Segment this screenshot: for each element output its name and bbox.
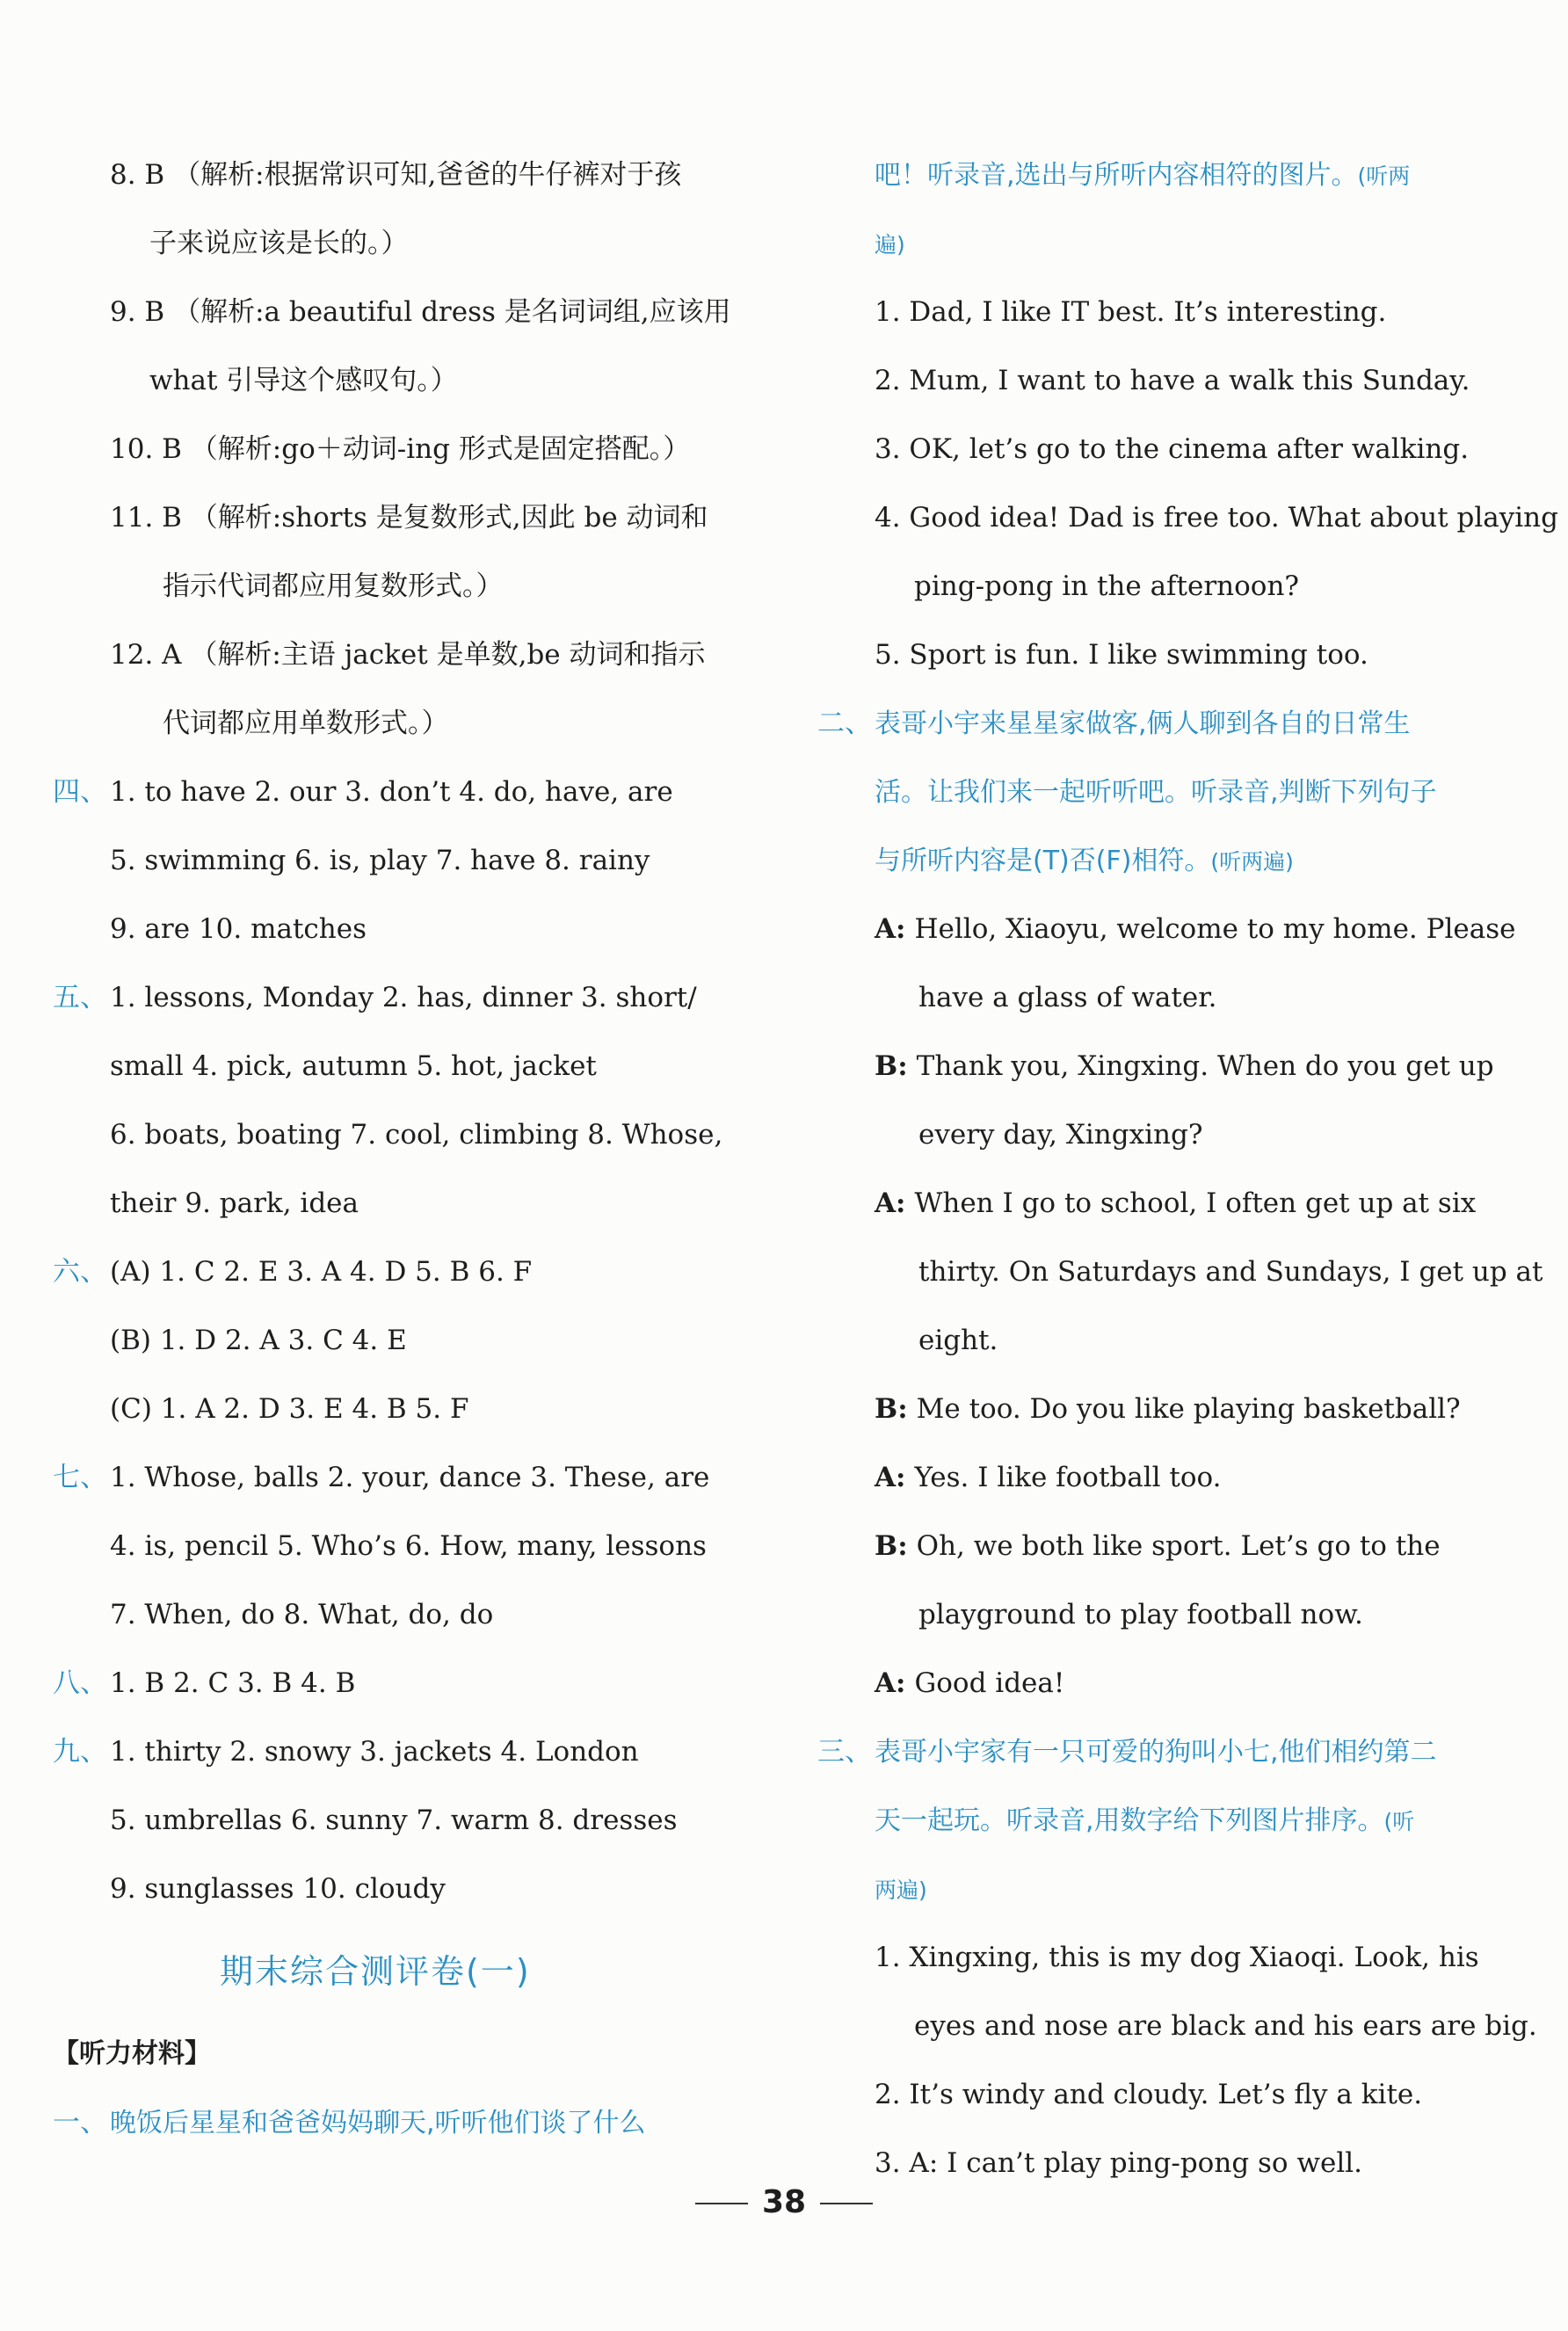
- right-line: [817, 621, 1521, 689]
- section-marker: 二、: [817, 708, 872, 739]
- speaker-label: A:: [875, 1187, 906, 1219]
- left-line: [53, 1443, 756, 1512]
- left-line: [53, 758, 756, 826]
- line-content: [110, 1786, 678, 1855]
- left-column: [53, 141, 756, 2157]
- line-text: Oh, we both like sport. Let’s go to the: [916, 1530, 1441, 1562]
- line-content: [110, 1512, 707, 1580]
- line-content: [110, 1580, 493, 1649]
- speaker-label: A:: [875, 913, 906, 945]
- line-content: [163, 689, 449, 758]
- left-line: [53, 689, 756, 758]
- line-content: [110, 758, 673, 826]
- left-line: [53, 621, 756, 689]
- line-content: [110, 1855, 446, 1923]
- right-line: [817, 415, 1521, 483]
- line-content: [875, 826, 1294, 897]
- speaker-label: A:: [875, 1667, 906, 1699]
- line-text: Yes. I like football too.: [914, 1462, 1222, 1493]
- line-content: [110, 1169, 359, 1238]
- line-content: [110, 1443, 709, 1512]
- right-line: [817, 483, 1558, 552]
- line-content: [875, 483, 1558, 552]
- line-text: 12. A （解析:主语 jacket 是单数,be 动词和指示: [110, 639, 706, 671]
- line-content: [875, 621, 1368, 689]
- line-text: 表哥小宇来星星家做客,俩人聊到各自的日常生: [875, 708, 1411, 739]
- page-number: [0, 2184, 1568, 2220]
- right-line: [817, 826, 1521, 895]
- line-text: 1. thirty 2. snowy 3. jackets 4. London: [110, 1736, 639, 1768]
- right-line: [817, 209, 1521, 278]
- line-content: [875, 2060, 1422, 2129]
- page-number-text: 38: [761, 2184, 807, 2220]
- line-content: [918, 1100, 1202, 1169]
- line-text: 2. Mum, I want to have a walk this Sunday.: [875, 365, 1470, 396]
- line-content: [875, 689, 1411, 759]
- right-line: [817, 1100, 1521, 1169]
- line-content: [110, 621, 706, 689]
- listening-label: 【听力材料】: [53, 2038, 211, 2069]
- left-line: [53, 1580, 756, 1649]
- right-line: [817, 1786, 1521, 1855]
- listen-note: 遍): [875, 232, 905, 258]
- line-text: 吧！听录音,选出与所听内容相符的图片。: [875, 160, 1358, 191]
- listen-note: (听两: [1357, 163, 1411, 189]
- section-marker: 六、: [53, 1256, 107, 1288]
- line-text: have a glass of water.: [918, 982, 1217, 1013]
- right-line: [817, 963, 1521, 1032]
- line-content: [149, 346, 458, 415]
- line-text: 9. B （解析:a beautiful dress 是名词词组,应该用: [110, 296, 731, 328]
- line-text: 1. lessons, Monday 2. has, dinner 3. short/: [110, 982, 697, 1013]
- right-line: [817, 1443, 1521, 1512]
- line-content: [875, 1443, 1222, 1512]
- speaker-label: B:: [875, 1530, 908, 1562]
- line-text: 代词都应用单数形式。）: [163, 708, 449, 739]
- line-text: small 4. pick, autumn 5. hot, jacket: [110, 1050, 597, 1082]
- line-content: [875, 346, 1470, 415]
- right-line: [817, 1580, 1521, 1649]
- line-content: [918, 1238, 1543, 1306]
- line-content: [110, 1306, 407, 1375]
- line-content: [110, 826, 650, 895]
- line-text: 5. Sport is fun. I like swimming too.: [875, 639, 1368, 671]
- line-content: [875, 1855, 927, 1925]
- line-text: 1. Whose, balls 2. your, dance 3. These, are: [110, 1462, 710, 1493]
- line-content: [875, 415, 1469, 483]
- right-line: [817, 1992, 1537, 2060]
- line-text: 天一起玩。听录音,用数字给下列图片排序。: [875, 1805, 1384, 1836]
- line-content: [875, 1786, 1414, 1856]
- line-content: [110, 278, 731, 346]
- listen-note: (听两遍): [1210, 849, 1294, 875]
- line-content: [110, 2088, 646, 2158]
- right-line: [817, 1032, 1521, 1100]
- right-line: [817, 1717, 1521, 1786]
- left-line: [53, 1100, 756, 1169]
- line-content: [110, 895, 367, 963]
- listen-note: (听: [1383, 1809, 1415, 1834]
- line-content: [875, 141, 1410, 211]
- line-content: [875, 758, 1437, 827]
- section-marker: 九、: [53, 1736, 107, 1768]
- line-text: 3. A: I can’t play ping-pong so well.: [875, 2147, 1363, 2179]
- left-line: [53, 1306, 756, 1375]
- right-line: [817, 2060, 1521, 2129]
- left-line: [53, 346, 756, 415]
- line-text: 1. Xingxing, this is my dog Xiaoqi. Look, his: [875, 1942, 1479, 1973]
- line-text: every day, Xingxing?: [918, 1119, 1203, 1151]
- line-content: [918, 963, 1217, 1032]
- right-column: [817, 141, 1558, 2197]
- line-content: [875, 1032, 1494, 1100]
- right-line: [817, 758, 1521, 826]
- line-content: [918, 1306, 998, 1375]
- page-number-dash-left: [695, 2203, 748, 2204]
- line-text: 晚饭后星星和爸爸妈妈聊天,听听他们谈了什么: [110, 2108, 646, 2139]
- line-content: [875, 1512, 1441, 1580]
- section-marker: 一、: [53, 2107, 107, 2139]
- line-text: When I go to school, I often get up at six: [914, 1187, 1477, 1219]
- line-text: what 引导这个感叹句。）: [149, 365, 458, 396]
- right-line: [817, 1855, 1521, 1923]
- line-text: eyes and nose are black and his ears are big.: [914, 2010, 1537, 2042]
- line-content: [110, 963, 697, 1032]
- line-content: [875, 1923, 1479, 1992]
- right-line: [817, 552, 1521, 621]
- left-line: [53, 1649, 756, 1717]
- right-line: [817, 1649, 1521, 1717]
- line-text: 活。让我们来一起听听吧。听录音,判断下列句子: [875, 777, 1437, 808]
- line-text: playground to play football now.: [918, 1599, 1363, 1630]
- section-marker: 八、: [53, 1667, 107, 1699]
- line-text: (B) 1. D 2. A 3. C 4. E: [110, 1325, 407, 1356]
- line-text: 8. B （解析:根据常识可知,爸爸的牛仔裤对于孩: [110, 159, 682, 191]
- right-line: [817, 141, 1521, 209]
- line-content: [110, 1100, 722, 1169]
- right-line: [817, 895, 1521, 963]
- line-text: 3. OK, let’s go to the cinema after walking.: [875, 433, 1470, 465]
- line-content: [875, 1169, 1476, 1238]
- line-content: [875, 209, 905, 280]
- line-text: Good idea!: [914, 1667, 1065, 1699]
- left-line: [53, 1786, 756, 1855]
- left-line: [53, 1032, 756, 1100]
- line-text: Hello, Xiaoyu, welcome to my home. Please: [914, 913, 1516, 945]
- left-line: [53, 209, 756, 278]
- section-marker: 七、: [53, 1462, 107, 1493]
- line-text: 指示代词都应用复数形式。）: [163, 570, 504, 602]
- right-line: [817, 689, 1521, 758]
- section-marker: 五、: [53, 982, 107, 1013]
- right-line: [817, 278, 1521, 346]
- line-content: [110, 415, 690, 483]
- left-line: [53, 552, 756, 621]
- left-line: [53, 895, 756, 963]
- speaker-label: A:: [875, 1462, 906, 1493]
- right-line: [817, 1512, 1521, 1580]
- line-text: 子来说应该是长的。）: [149, 228, 409, 259]
- line-content: [875, 1375, 1461, 1443]
- line-content: [110, 1238, 532, 1306]
- line-text: their 9. park, idea: [110, 1187, 359, 1219]
- section-marker: 四、: [53, 776, 107, 808]
- left-line: [53, 1717, 756, 1786]
- left-line: [53, 1855, 756, 1923]
- line-text: 11. B （解析:shorts 是复数形式,因此 be 动词和: [110, 502, 708, 534]
- line-text: 10. B （解析:go＋动词-ing 形式是固定搭配。）: [110, 433, 691, 465]
- right-line: [817, 1306, 1521, 1375]
- line-text: 表哥小宇家有一只可爱的狗叫小七,他们相约第二: [875, 1737, 1437, 1768]
- left-section-one-line: [53, 2088, 756, 2157]
- line-text: 7. When, do 8. What, do, do: [110, 1599, 494, 1630]
- line-content: [875, 895, 1515, 963]
- line-text: Me too. Do you like playing basketball?: [916, 1393, 1461, 1425]
- line-content: [914, 552, 1299, 621]
- line-text: 1. to have 2. our 3. don’t 4. do, have, are: [110, 776, 673, 808]
- right-line: [817, 1375, 1521, 1443]
- left-line: [53, 826, 756, 895]
- line-content: [875, 1717, 1437, 1787]
- line-content: [110, 1375, 469, 1443]
- line-content: [110, 141, 681, 209]
- line-content: [914, 1992, 1537, 2060]
- line-content: [875, 1649, 1064, 1717]
- left-line: [53, 963, 756, 1032]
- line-text: 4. Good idea! Dad is free too. What about playing: [875, 502, 1558, 534]
- line-text: eight.: [918, 1325, 998, 1356]
- listen-note: 两遍): [875, 1877, 927, 1903]
- line-content: [918, 1580, 1363, 1649]
- right-line: [817, 1238, 1543, 1306]
- line-text: Thank you, Xingxing. When do you get up: [916, 1050, 1494, 1082]
- line-text: 9. are 10. matches: [110, 913, 367, 945]
- line-text: 与所听内容是(T)否(F)相符。: [875, 846, 1211, 876]
- line-content: [110, 1032, 597, 1100]
- line-content: [110, 1649, 355, 1717]
- left-line: [53, 1238, 756, 1306]
- line-text: 6. boats, boating 7. cool, climbing 8. Whose,: [110, 1119, 723, 1151]
- line-content: [149, 209, 409, 278]
- line-text: 1. B 2. C 3. B 4. B: [110, 1667, 356, 1699]
- line-content: [110, 1717, 639, 1786]
- line-text: (C) 1. A 2. D 3. E 4. B 5. F: [110, 1393, 469, 1425]
- section-marker: 三、: [817, 1736, 872, 1768]
- line-content: [875, 278, 1386, 346]
- line-text: 2. It’s windy and cloudy. Let’s fly a kite.: [875, 2079, 1423, 2110]
- right-line: [817, 346, 1521, 415]
- line-text: ping-pong in the afternoon?: [914, 570, 1300, 602]
- speaker-label: B:: [875, 1050, 908, 1082]
- left-line: [53, 483, 756, 552]
- right-line: [817, 1923, 1521, 1992]
- left-line: [53, 141, 756, 209]
- left-line: [53, 1169, 756, 1238]
- exam-title: 期末综合测评卷(一): [220, 1952, 531, 1991]
- right-line: [817, 1169, 1521, 1238]
- line-text: 1. Dad, I like IT best. It’s interesting.: [875, 296, 1387, 328]
- speaker-label: B:: [875, 1393, 908, 1425]
- line-text: 5. swimming 6. is, play 7. have 8. rainy: [110, 845, 650, 876]
- left-line: [53, 278, 756, 346]
- left-line: [53, 1512, 756, 1580]
- left-line: [53, 415, 756, 483]
- line-text: thirty. On Saturdays and Sundays, I get up at: [918, 1256, 1543, 1288]
- line-text: 4. is, pencil 5. Who’s 6. How, many, lessons: [110, 1530, 707, 1562]
- line-text: 9. sunglasses 10. cloudy: [110, 1873, 446, 1905]
- left-line: [53, 1375, 756, 1443]
- line-content: [163, 552, 504, 621]
- line-text: (A) 1. C 2. E 3. A 4. D 5. B 6. F: [110, 1256, 533, 1288]
- line-text: 5. umbrellas 6. sunny 7. warm 8. dresses: [110, 1805, 678, 1836]
- line-content: [110, 483, 708, 552]
- page-number-dash-right: [820, 2203, 873, 2204]
